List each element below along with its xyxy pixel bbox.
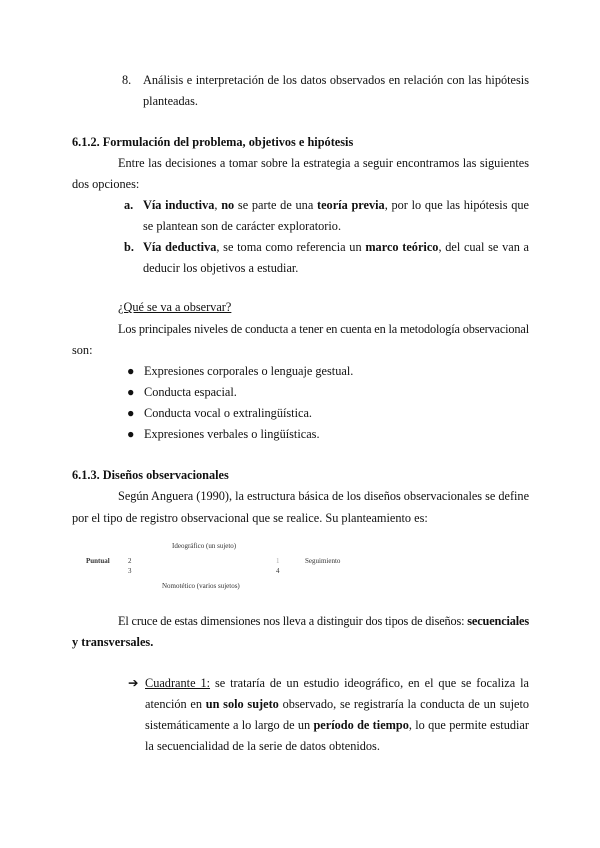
bold-term: teoría previa: [317, 198, 385, 212]
list-text-line: planteadas.: [143, 94, 198, 108]
diagram-bottom-label: Nomotético (varios sujetos): [162, 582, 240, 590]
text: , por lo que las hipótesis que: [384, 198, 529, 212]
paragraph-line: Entre las decisiones a tomar sobre la estrategia a seguir encontramos las siguientes: [118, 156, 529, 170]
bold-term: período de tiempo: [313, 718, 409, 732]
bold-term: Vía inductiva: [143, 198, 215, 212]
item-text-line: [145, 675, 529, 691]
text: El cruce de estas dimensiones nos lleva a distinguir dos tipos de diseños:: [118, 614, 468, 628]
section-heading-6-1-2: 6.1.2. Formulación del problema, objetivos e hipótesis: [72, 135, 354, 149]
bold-term: marco teórico: [365, 240, 439, 254]
option-label: a.: [124, 198, 134, 212]
bold-term: un solo sujeto: [205, 697, 279, 711]
paragraph-line: dos opciones:: [72, 177, 140, 191]
text: , se toma como referencia un: [216, 240, 366, 254]
section-heading-6-1-3: 6.1.3. Diseños observacionales: [72, 468, 229, 482]
paragraph-line: Los principales niveles de conducta a tener en cuenta en la metodología observacional: [118, 322, 529, 336]
bold-term: y transversales.: [72, 635, 154, 649]
diagram-left-label: Puntual: [86, 557, 110, 565]
paragraph-line: [118, 613, 529, 629]
text: sistemáticamente a lo largo de un: [145, 718, 314, 732]
bullet-icon: ●: [127, 406, 135, 420]
option-text-line: [143, 239, 529, 255]
paragraph-line: Según Anguera (1990), la estructura básica de los diseños observacionales se define: [118, 489, 530, 503]
bullet-icon: ●: [127, 385, 135, 399]
item-text-line: [145, 696, 529, 712]
option-text-line: [143, 197, 529, 213]
bold-term: secuenciales: [467, 614, 529, 628]
paragraph-line: son:: [72, 343, 93, 357]
quadrant-1: 1: [276, 557, 280, 565]
text: , lo que permite estudiar: [408, 718, 529, 732]
option-text-line: se plantean son de carácter exploratorio.: [143, 219, 342, 233]
text: se parte de una: [234, 198, 317, 212]
bullet-item: Conducta vocal o extralingüística.: [144, 406, 313, 420]
arrow-icon: ➔: [128, 676, 139, 690]
bullet-item: Expresiones corporales o lenguaje gestual.: [144, 364, 354, 378]
option-text-line: deducir los objetivos a estudiar.: [143, 261, 299, 275]
text: atención en: [145, 697, 206, 711]
quadrant-3: 3: [128, 567, 132, 575]
list-text-line: Análisis e interpretación de los datos observados en relación con las hipótesis: [143, 73, 529, 87]
diagram-top-label: Ideográfico (un sujeto): [172, 542, 237, 550]
text: observado, se registraría la conducta de un sujeto: [278, 697, 530, 711]
paragraph-line: por el tipo de registro observacional que se realice. Su planteamiento es:: [72, 511, 428, 525]
text: ,: [214, 198, 222, 212]
option-label: b.: [124, 240, 134, 254]
list-number: 8.: [122, 73, 132, 87]
diagram-right-label: Seguimiento: [305, 557, 341, 565]
underlined-label: Cuadrante 1:: [145, 676, 211, 690]
bullet-icon: ●: [127, 427, 135, 441]
text: se trataría de un estudio ideográfico, en el que se focaliza la: [210, 676, 530, 690]
quadrant-2: 2: [128, 557, 132, 565]
subheading-question: ¿Qué se va a observar?: [118, 300, 232, 314]
item-text-line: [145, 717, 529, 733]
item-text-line: la secuencialidad de la serie de datos obtenidos.: [145, 739, 380, 753]
bullet-icon: ●: [127, 364, 135, 378]
bullet-item: Expresiones verbales o lingüísticas.: [144, 427, 320, 441]
text: , del cual se van a: [438, 240, 530, 254]
bullet-item: Conducta espacial.: [144, 385, 237, 399]
quadrant-4: 4: [276, 567, 280, 575]
bold-term: no: [221, 198, 235, 212]
bold-term: Vía deductiva: [143, 240, 217, 254]
